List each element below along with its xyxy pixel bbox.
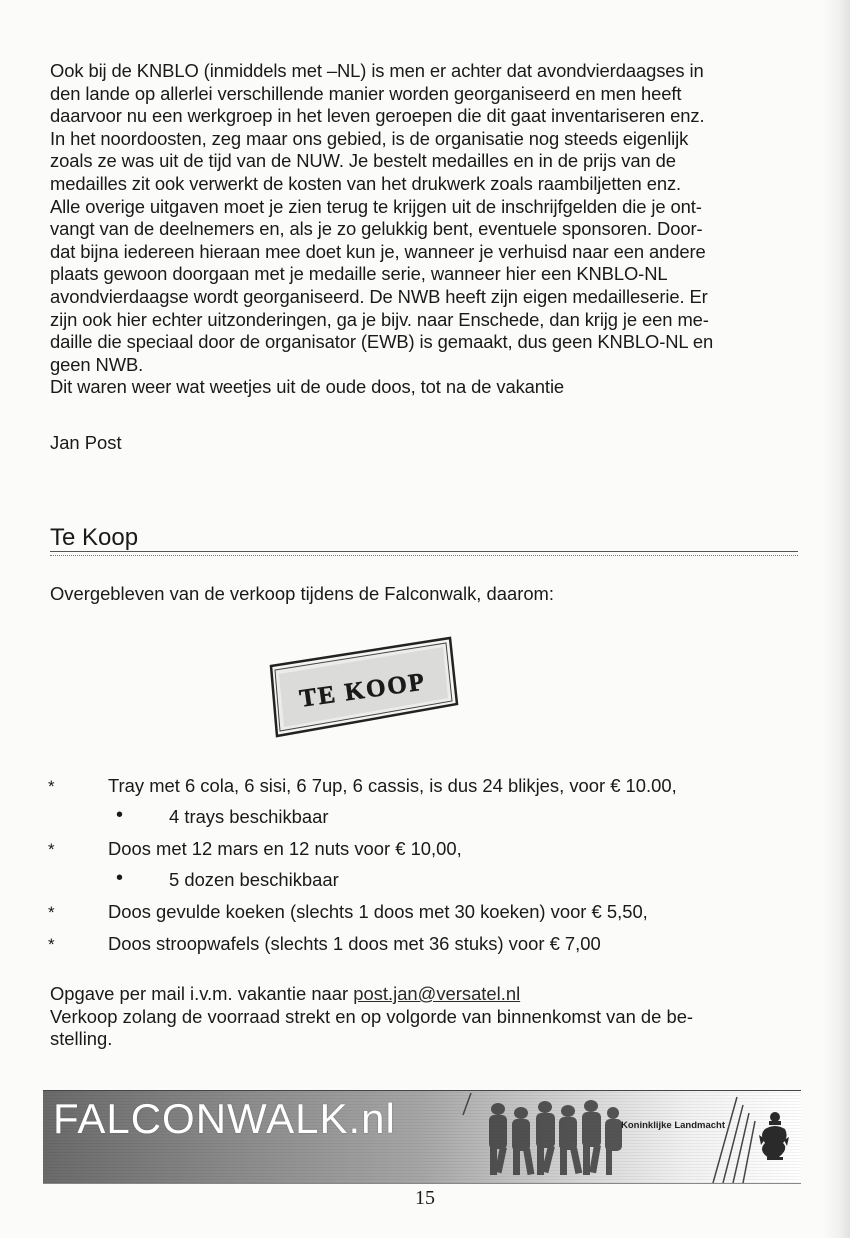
article-line: daille die speciaal door de organisator (EWB) is gemaakt, dus geen KNBLO-NL en — [50, 331, 714, 353]
closing-paragraph — [50, 983, 780, 1051]
article-line: Alle overige uitgaven moet je zien terug te krijgen uit de inschrijfgelden die je ont- — [50, 195, 702, 217]
section-heading: Te Koop — [50, 524, 139, 551]
list-marker-star: * — [48, 840, 55, 859]
banner-title: FALCONWALK.nl — [53, 1095, 396, 1142]
article-line: Dit waren weer wat weetjes uit de oude doos, tot na de vakantie — [50, 376, 565, 398]
article-line: Ook bij de KNBLO (inmiddels met –NL) is men er achter dat avondvierdaagses in — [50, 60, 704, 81]
article-line: daarvoor nu een werkgroep in het leven geroepen die dit gaat inventariseren enz. — [50, 105, 705, 127]
list-item: Doos stroopwafels (slechts 1 doos met 36 stuks) voor € 7,00 — [108, 933, 601, 954]
article-paragraph — [50, 60, 802, 399]
falconwalk-banner — [43, 1090, 801, 1184]
list-item: Doos met 12 mars en 12 nuts voor € 10,00, — [108, 838, 462, 859]
te-koop-sign-graphic — [265, 632, 465, 742]
list-marker-bullet: • — [116, 804, 124, 826]
signature: Jan Post — [50, 432, 122, 453]
heading-rule — [50, 551, 798, 556]
order-text: Opgave per mail i.v.m. vakantie naar — [50, 983, 354, 1004]
list-subitem: 5 dozen beschikbaar — [169, 869, 339, 890]
list-marker-star: * — [48, 777, 55, 796]
page-edge-shadow — [822, 0, 850, 1238]
article-line: vangt van de deelnemers en, als je zo gelukkig bent, eventuele sponsoren. Door- — [50, 218, 703, 240]
list-item: Tray met 6 cola, 6 sisi, 6 7up, 6 cassis, is dus 24 blikjes, voor € 10.00, — [108, 775, 677, 796]
email-link[interactable]: post.jan@versatel.nl — [353, 983, 521, 1004]
order-line — [50, 983, 780, 1006]
te-koop-sign-text: TE KOOP — [297, 668, 428, 713]
closing-line: Verkoop zolang de voorraad strekt en op volgorde van binnenkomst van de be- — [50, 1005, 694, 1027]
lion-crest-icon — [759, 1112, 789, 1160]
list-subitem: 4 trays beschikbaar — [169, 806, 329, 827]
list-marker-bullet: • — [116, 867, 124, 889]
article-line: In het noordoosten, zeg maar ons gebied, is de organisatie nog steeds eigenlijk — [50, 127, 689, 149]
article-line: plaats gewoon doorgaan met je medaille serie, wanneer hier een KNBLO-NL — [50, 263, 668, 285]
list-item: Doos gevulde koeken (slechts 1 doos met 30 koeken) voor € 5,50, — [108, 901, 648, 922]
banner-organization: Koninklijke Landmacht — [621, 1120, 725, 1131]
page-number: 15 — [415, 1187, 435, 1209]
closing-line: stelling. — [50, 1028, 113, 1050]
te-koop-sign — [265, 632, 465, 742]
article-line: zoals ze was uit de tijd van de NUW. Je bestelt medailles en in de prijs van de — [50, 150, 676, 172]
article-line: medailles zit ook verwerkt de kosten van het drukwerk zoals raambiljetten enz. — [50, 172, 682, 194]
list-marker-star: * — [48, 903, 55, 922]
section-intro: Overgebleven van de verkoop tijdens de Falconwalk, daarom: — [50, 583, 554, 604]
article-line: den lande op allerlei verschillende manier worden georganiseerd en men heeft — [50, 82, 682, 104]
article-line: zijn ook hier echter uitzonderingen, ga je bijv. naar Enschede, dan krijg je een me- — [50, 308, 709, 330]
article-line: dat bijna iedereen hieraan mee doet kun je, wanneer je verhuisd naar een andere — [50, 240, 706, 262]
list-marker-star: * — [48, 935, 55, 954]
article-line: geen NWB. — [50, 353, 144, 375]
article-line: avondvierdaagse wordt georganiseerd. De NWB heeft zijn eigen medailleserie. Er — [50, 285, 708, 307]
